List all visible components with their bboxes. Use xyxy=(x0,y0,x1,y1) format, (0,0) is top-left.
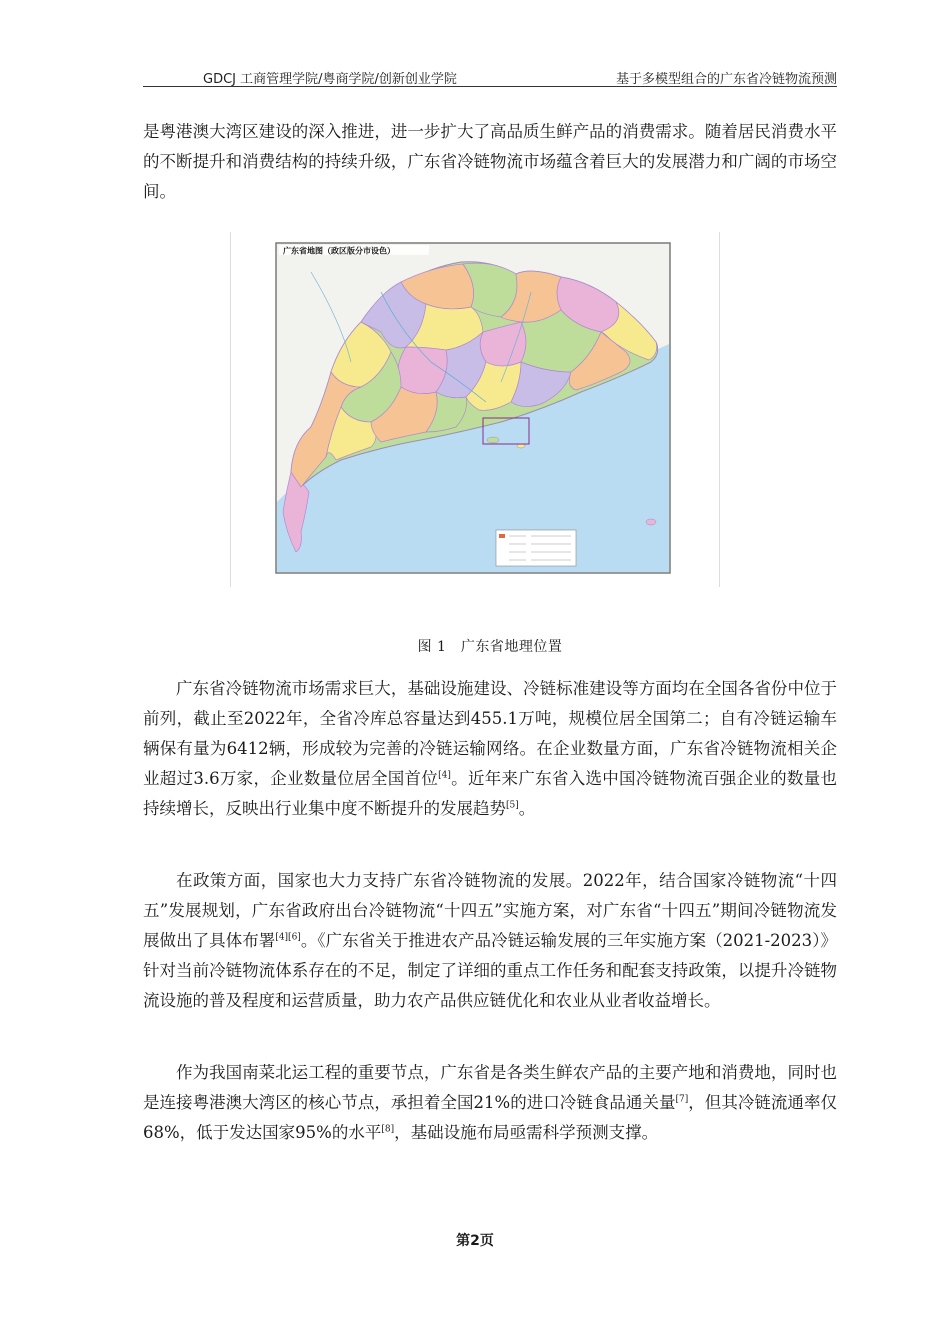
paragraph-2-text-2: 。近年来广东省入选中国冷链物流百强企业的数量也持续增长，反映出行业集中度不断提升的发展趋势 xyxy=(143,769,838,818)
paragraph-3-text-2: 。《广东省关于推进农产品冷链运输发展的三年实施方案（2021-2023）》针对当前冷链物流体系存在的不足，制定了详细的重点工作任务和配套支持政策，以提升冷链物流设施的普及程度和运营质量，助力农产品供应链优化和农业从业者收益增长。 xyxy=(143,931,837,1010)
citation-4: [4] xyxy=(438,770,451,781)
guangdong-map-figure xyxy=(230,232,720,587)
header-rule xyxy=(143,86,837,87)
citation-8: [8] xyxy=(381,1124,395,1135)
map-legend xyxy=(496,530,576,566)
page-header xyxy=(143,64,837,88)
paragraph-1: 是粤港澳大湾区建设的深入推进，进一步扩大了高品质生鲜产品的消费需求。随着居民消费水平的不断提升和消费结构的持续升级，广东省冷链物流市场蕴含着巨大的发展潜力和广阔的市场空间。 xyxy=(143,122,837,201)
paragraph-4-text-1: 作为我国南菜北运工程的重要节点，广东省是各类生鲜农产品的主要产地和消费地，同时也是连接粤港澳大湾区的核心节点，承担着全国21%的进口冷链食品通关量 xyxy=(143,1063,837,1112)
guangdong-map xyxy=(231,232,719,587)
paragraph-3-text-1: 在政策方面，国家也大力支持广东省冷链物流的发展。2022年，结合国家冷链物流“十四五”发展规划，广东省政府出台冷链物流“十四五”实施方案，对广东省“十四五”期间冷链物流发展做出了具体布署 xyxy=(143,871,837,950)
paragraph-2 xyxy=(143,674,837,824)
map-title: 广东省地图（政区版分市设色） xyxy=(283,246,395,256)
figure-caption: 图 1 广东省地理位置 xyxy=(417,639,563,655)
paragraph-3 xyxy=(143,866,837,1016)
page-number: 第2页 xyxy=(456,1233,494,1249)
paragraph-4 xyxy=(143,1058,837,1148)
paragraph-2-text-1: 广东省冷链物流市场需求巨大，基础设施建设、冷链标准建设等方面均在全国各省份中位于前列，截止至2022年，全省冷库总容量达到455.1万吨，规模位居全国第二；自有冷链运输车辆保有量为6412辆，形成较为完善的冷链运输网络。在企业数量方面，广东省冷链物流相关企业超过3.6万家，企业数量位居全国首位 xyxy=(143,679,837,788)
citation-7: [7] xyxy=(675,1094,689,1105)
paragraph-4-text-2: ，但其冷链流通率仅68%，低于发达国家95%的水平 xyxy=(143,1093,837,1142)
citation-5: [5] xyxy=(506,800,519,811)
header-left-text: GDCJ 工商管理学院/粤商学院/创新创业学院 xyxy=(203,72,457,87)
citation-4-6: [4][6] xyxy=(275,932,301,943)
paragraph-4-text-3: ，基础设施布局亟需科学预测支撑。 xyxy=(394,1123,659,1142)
paragraph-2-text-3: 。 xyxy=(518,799,536,818)
header-right-text: 基于多模型组合的广东省冷链物流预测 xyxy=(615,72,837,87)
